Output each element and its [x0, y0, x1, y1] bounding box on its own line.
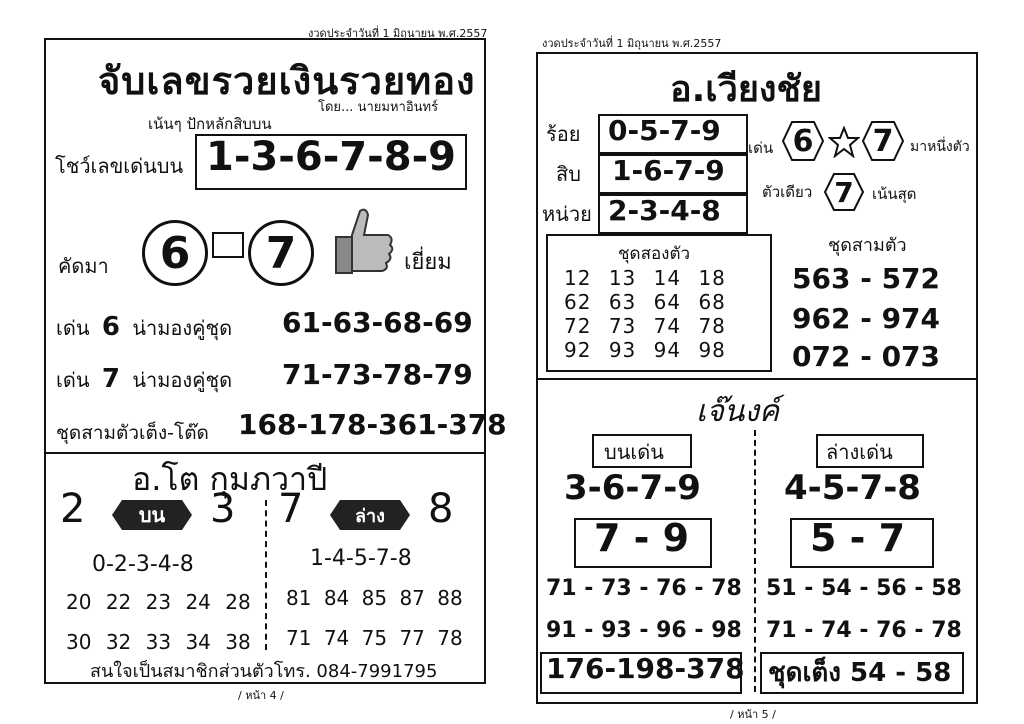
- right-page: [512, 0, 1024, 724]
- two-digit-cell: 98: [698, 338, 726, 362]
- lead-b-hex: [862, 120, 904, 162]
- left-section2-title: อ.โต กุมภวาปี: [132, 460, 328, 498]
- line1-label-b: น่ามองคู่ชุด: [132, 316, 233, 340]
- bottom-row2-cell: 74: [323, 626, 350, 650]
- lead-b-digit: 7: [872, 123, 894, 159]
- lead-a-digit: 6: [792, 123, 814, 159]
- two-digit-cell: 68: [698, 290, 726, 314]
- bottom-badge-label: ล่าง: [355, 505, 385, 527]
- two-digit-row-2: [564, 290, 726, 314]
- single-label: ตัวเดียว: [762, 183, 813, 201]
- bottom-row1: [286, 586, 463, 610]
- lower-row2: 71 - 74 - 76 - 78: [766, 618, 962, 643]
- bottom-left-digit: 7: [278, 486, 304, 532]
- two-digit-row-3: [564, 314, 726, 338]
- three-digit-row-3: 072 - 073: [792, 340, 941, 373]
- bottom-row1-cell: 85: [361, 586, 388, 610]
- member-text: สนใจเป็นสมาชิกส่วนตัวโทร. 084-7991795: [90, 661, 438, 682]
- right-footer: / หน้า 5 /: [730, 708, 776, 721]
- right-section2-title: เจ๊นงค์: [696, 394, 780, 429]
- lower-pair: 5 - 7: [810, 516, 906, 560]
- upper-label: บนเด่น: [604, 440, 664, 464]
- two-digit-cell: 78: [698, 314, 726, 338]
- show-label: โชว์เลขเด่นบน: [55, 154, 184, 178]
- top-row1-cell: 20: [66, 590, 92, 614]
- lower-label: ล่างเด่น: [826, 440, 893, 464]
- top-row2-cell: 38: [225, 630, 251, 654]
- line1-label-a: เด่น: [56, 316, 90, 340]
- units-value: 2-3-4-8: [608, 194, 721, 227]
- top-row2-cell: 34: [185, 630, 211, 654]
- single-hex: [824, 172, 864, 212]
- right-header: งวดประจำวันที่ 1 มิถุนายน พ.ศ.2557: [542, 37, 722, 50]
- bottom-row1-cell: 81: [286, 586, 312, 610]
- line2: [56, 364, 232, 396]
- pick-dash: [212, 232, 244, 258]
- bottom-row1-cell: 87: [399, 586, 425, 610]
- bottom-right-digit: 8: [428, 486, 454, 532]
- two-digit-cell: 73: [608, 314, 637, 338]
- line2-label-b: น่ามองคู่ชุด: [132, 368, 233, 392]
- two-digit-cell: 14: [653, 266, 682, 290]
- thumbs-up-icon: [330, 205, 396, 279]
- hundreds-value: 0-5-7-9: [608, 114, 721, 147]
- bottom-seq: 1-4-5-7-8: [310, 546, 412, 571]
- bottom-row2-cell: 78: [437, 626, 463, 650]
- lower-row1: 51 - 54 - 56 - 58: [766, 576, 962, 601]
- top-row1-cell: 24: [185, 590, 211, 614]
- two-digit-row-1: [564, 266, 726, 290]
- show-number: 1-3-6-7-8-9: [206, 134, 456, 180]
- right-section-divider: [536, 378, 976, 380]
- star-icon: [828, 126, 860, 162]
- lead-label: เด่น: [748, 139, 774, 157]
- tens-label: สิบ: [556, 162, 581, 186]
- two-digit-cell: 63: [608, 290, 637, 314]
- three-digit-row-2: 962 - 974: [792, 302, 941, 335]
- pick-b-circle: 7: [248, 220, 314, 286]
- line1-numbers: 61-63-68-69: [282, 306, 473, 339]
- left-dashed-divider: [265, 500, 267, 650]
- two-digit-row-4: [564, 338, 726, 362]
- two-digit-title: ชุดสองตัว: [618, 244, 691, 264]
- bottom-row1-cell: 88: [437, 586, 463, 610]
- top-row1-cell: 28: [225, 590, 251, 614]
- two-digit-cell: 12: [564, 266, 592, 290]
- top-row2-cell: 33: [145, 630, 172, 654]
- two-digit-cell: 74: [653, 314, 682, 338]
- upper-row2: 91 - 93 - 96 - 98: [546, 618, 742, 643]
- top-seq: 0-2-3-4-8: [92, 552, 194, 577]
- set3-numbers: 168-178-361-378: [238, 408, 507, 441]
- right-title: อ.เวียงชัย: [670, 69, 823, 110]
- lead-a-hex: [782, 120, 824, 162]
- line1-digit: 6: [101, 312, 120, 342]
- excellent-label: เยี่ยม: [404, 250, 452, 275]
- upper-box-text: 176-198-378: [546, 652, 745, 685]
- tens-value: 1-6-7-9: [612, 154, 725, 187]
- top-row1-cell: 22: [105, 590, 132, 614]
- lower-box-text: ชุดเต็ง 54 - 58: [768, 658, 952, 688]
- line2-numbers: 71-73-78-79: [282, 358, 473, 391]
- upper-seq: 3-6-7-9: [564, 468, 701, 508]
- units-label: หน่วย: [542, 202, 592, 226]
- single-tail: เน้นสุด: [872, 185, 917, 203]
- bottom-row1-cell: 84: [323, 586, 350, 610]
- left-footer: / หน้า 4 /: [238, 689, 284, 702]
- two-digit-cell: 62: [564, 290, 592, 314]
- pick-label: คัดมา: [58, 254, 109, 278]
- top-right-digit: 3: [210, 486, 236, 532]
- two-digit-cell: 13: [608, 266, 637, 290]
- two-digit-cell: 92: [564, 338, 592, 362]
- top-row1-cell: 23: [145, 590, 172, 614]
- left-header: งวดประจำวันที่ 1 มิถุนายน พ.ศ.2557: [308, 27, 488, 40]
- lead-tail: มาหนึ่งตัว: [910, 139, 970, 155]
- two-digit-cell: 72: [564, 314, 592, 338]
- upper-row1: 71 - 73 - 76 - 78: [546, 576, 742, 601]
- three-digit-title: ชุดสามตัว: [828, 235, 907, 256]
- left-subtitle: เน้นๆ ปักหลักสิบบน: [148, 115, 272, 133]
- top-row1: [66, 590, 251, 614]
- top-row2-cell: 32: [105, 630, 132, 654]
- bottom-row2-cell: 71: [286, 626, 312, 650]
- two-digit-cell: 94: [653, 338, 682, 362]
- bottom-badge: [330, 500, 410, 530]
- top-row2: [66, 630, 251, 654]
- top-left-digit: 2: [60, 486, 86, 532]
- bottom-row2: [286, 626, 463, 650]
- bottom-row2-cell: 75: [361, 626, 388, 650]
- three-digit-row-1: 563 - 572: [792, 262, 941, 295]
- top-badge-label: บน: [138, 503, 166, 527]
- pick-a-circle: 6: [142, 220, 208, 286]
- single-digit: 7: [834, 175, 854, 209]
- line2-label-a: เด่น: [56, 368, 90, 392]
- upper-pair: 7 - 9: [594, 516, 690, 560]
- left-byline: โดย... นายมหาอินทร์: [318, 100, 439, 115]
- hundreds-label: ร้อย: [546, 122, 581, 146]
- bottom-row2-cell: 77: [399, 626, 425, 650]
- two-digit-cell: 64: [653, 290, 682, 314]
- two-digit-cell: 18: [698, 266, 726, 290]
- left-title: จับเลขรวยเงินรวยทอง: [98, 59, 476, 103]
- top-badge: [112, 500, 192, 530]
- right-dashed-divider: [754, 430, 756, 692]
- lower-seq: 4-5-7-8: [784, 468, 921, 508]
- set3-label: ชุดสามตัวเต็ง-โต๊ด: [56, 422, 209, 444]
- line2-digit: 7: [101, 364, 120, 394]
- two-digit-cell: 93: [608, 338, 637, 362]
- line1: [56, 312, 232, 344]
- top-row2-cell: 30: [66, 630, 92, 654]
